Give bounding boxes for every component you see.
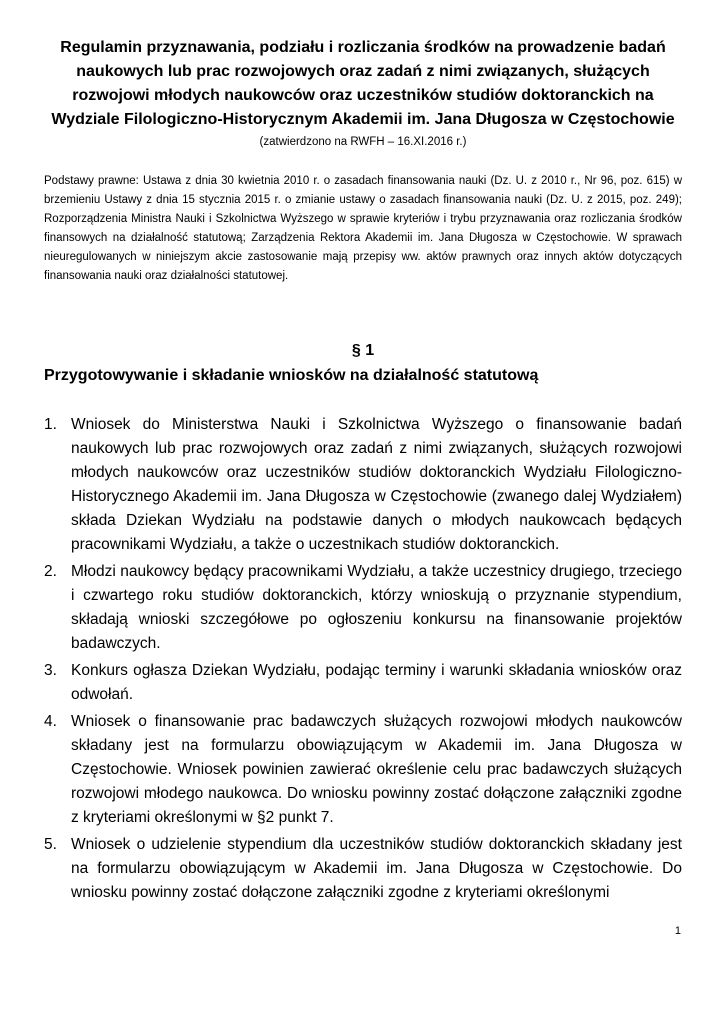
list-item-text: Wniosek o udzielenie stypendium dla uczestników studiów doktoranckich składany jest na formularzu obowiązującym w Akademii im. Jana Długosza w Częstochowie. Do wniosku powinny zostać dołączone załączniki zgodne z kryteriami określonymi <box>71 836 682 901</box>
list-item-number: 4. <box>44 713 57 730</box>
list-item <box>44 413 682 557</box>
section-heading: Przygotowywanie i składanie wniosków na działalność statutową <box>44 367 539 384</box>
list-item-text: Wniosek o finansowanie prac badawczych służących rozwojowi młodych naukowców składany jest na formularzu obowiązującym w Akademii im. Jana Długosza w Częstochowie. Wniosek powinien zawierać określenie celu prac badawczych służących rozwojowi młodego naukowca. Do wniosku powinny zostać dołączone załączniki zgodne z kryteriami określonymi w §2 punkt 7. <box>71 713 682 826</box>
section-items-list <box>44 413 682 905</box>
list-item <box>44 659 682 707</box>
list-item <box>44 560 682 656</box>
list-item-number: 2. <box>44 563 57 580</box>
section-mark: § 1 <box>351 342 375 359</box>
list-item-number: 5. <box>44 836 57 853</box>
list-item-number: 3. <box>44 662 57 679</box>
document-title: Regulamin przyznawania, podziału i rozliczania środków na prowadzenie badań naukowych lub prac rozwojowych oraz zadań z nimi związanych, służących rozwojowi młodych naukowców oraz uczestników studiów doktoranckich na Wydziale Filologiczno-Historycznym Akademii im. Jana Długosza w Częstochowie <box>51 39 675 128</box>
legal-basis-paragraph: Podstawy prawne: Ustawa z dnia 30 kwietnia 2010 r. o zasadach finansowania nauki (Dz. U. z 2010 r., Nr 96, poz. 615) w brzemieniu Ustawy z dnia 15 stycznia 2015 r. o zmianie ustawy o zasadach finansowania nauki (Dz. U. z 2015, poz. 249); Rozporządzenia Ministra Nauki i Szkolnictwa Wyższego w sprawie kryteriów i trybu przyznawania oraz rozliczania środków finansowych na działalność statutową; Zarządzenia Rektora Akademii im. Jana Długosza w Częstochowie. W sprawach nieuregulowanych w niniejszym akcie zastosowanie mają przepisy ww. aktów prawnych oraz innych aktów dotyczących finansowania nauki oraz działalności statutowej. <box>44 175 682 282</box>
list-item <box>44 833 682 905</box>
approval-note: (zatwierdzono na RWFH – 16.XI.2016 r.) <box>259 136 467 148</box>
list-item-text: Młodzi naukowcy będący pracownikami Wydziału, a także uczestnicy drugiego, trzeciego i czwartego roku studiów doktoranckich, którzy wnioskują o przyznanie stypendium, składają wnioski szczegółowe po ogłoszeniu konkursu na finansowanie projektów badawczych. <box>71 563 682 652</box>
list-item-text: Wniosek do Ministerstwa Nauki i Szkolnictwa Wyższego o finansowanie badań naukowych lub prac rozwojowych oraz zadań z nimi związanych, służących rozwojowi młodych naukowców oraz uczestników studiów doktoranckich Wydziału Filologiczno-Historycznego Akademii im. Jana Długosza w Częstochowie (zwanego dalej Wydziałem) składa Dziekan Wydziału na podstawie danych o młodych naukowcach będących pracownikami Wydziału, a także o uczestnikach studiów doktoranckich. <box>71 416 682 553</box>
list-item-number: 1. <box>44 416 57 433</box>
document-page <box>44 36 682 908</box>
page-number: 1 <box>674 925 681 937</box>
list-item-text: Konkurs ogłasza Dziekan Wydziału, podając terminy i warunki składania wniosków oraz odwołań. <box>71 662 682 703</box>
list-item <box>44 710 682 830</box>
